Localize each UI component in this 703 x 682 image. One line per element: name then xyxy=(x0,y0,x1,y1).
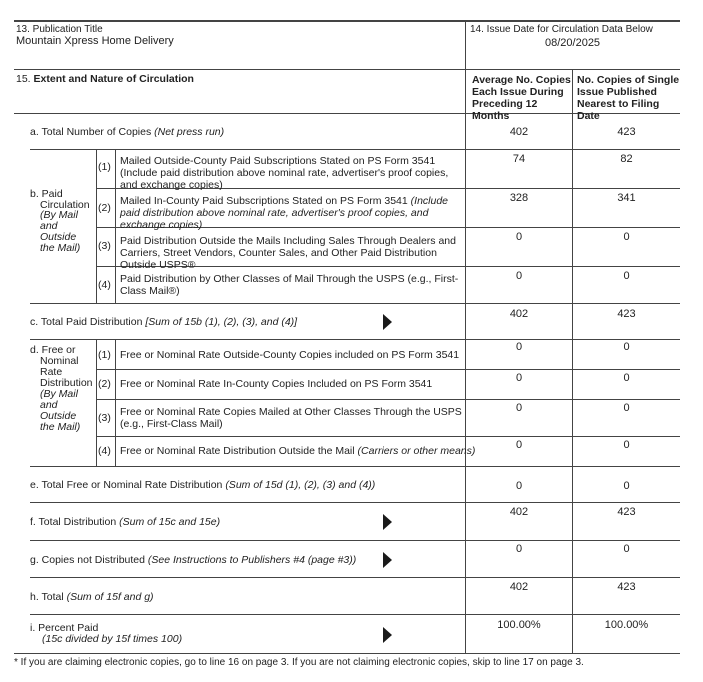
row-b-label2: Circulation xyxy=(40,199,90,211)
row-i-label: i. Percent Paid xyxy=(30,622,99,634)
row-g-note: (See Instructions to Publishers #4 (page #3)) xyxy=(147,554,357,566)
col-rule xyxy=(96,149,97,303)
rule xyxy=(30,540,680,541)
row-b2-text-note: (Include paid distribution above nominal rate, advertiser's proof copies, and exchange copies) xyxy=(120,195,449,231)
row-b-sub: (By Mail and Outside the Mail) xyxy=(40,209,81,254)
top-rule xyxy=(14,20,680,22)
row-b2-single: 341 xyxy=(617,192,636,204)
row-f-note: (Sum of 15c and 15e) xyxy=(119,516,221,528)
row-b1-single: 82 xyxy=(620,153,633,165)
rule xyxy=(30,577,680,578)
pub-title-label: 13. Publication Title xyxy=(16,24,103,35)
row-h-single: 423 xyxy=(617,581,636,593)
row-c-label xyxy=(30,316,297,328)
arrow-icon xyxy=(383,514,392,530)
row-b2-text xyxy=(120,195,465,231)
col-rule xyxy=(115,149,116,303)
rule xyxy=(30,303,680,304)
row-b4-num: (4) xyxy=(98,279,111,291)
row-b2-text-main: Mailed In-County Paid Subscriptions Stated on PS Form 3541 xyxy=(120,195,408,207)
row-d3-num: (3) xyxy=(98,412,111,424)
row-d1-num: (1) xyxy=(98,349,111,361)
rule xyxy=(96,369,680,370)
row-d4-text-note: (Carriers or other means) xyxy=(357,445,476,457)
row-d1-text: Free or Nominal Rate Outside-County Copies included on PS Form 3541 xyxy=(120,349,460,361)
col-rule xyxy=(115,339,116,466)
row-a-text: a. Total Number of Copies xyxy=(30,126,152,138)
row-d-sub: (By Mail and Outside the Mail) xyxy=(40,388,81,433)
row-f-single: 423 xyxy=(617,506,636,518)
row-b3-text: Paid Distribution Outside the Mails Including Sales Through Dealers and Carriers, Street Vendors, Counter Sales, and Other Paid Distribution Outside USPS® xyxy=(120,235,456,271)
pub-title: Mountain Xpress Home Delivery xyxy=(16,35,174,47)
rule xyxy=(30,614,680,615)
row-b1-avg: 74 xyxy=(512,153,526,165)
row-b1-num: (1) xyxy=(98,161,111,173)
row-a-single: 423 xyxy=(617,126,636,138)
row-b4-text: Paid Distribution by Other Classes of Mail Through the USPS (e.g., First-Class Mail®) xyxy=(120,273,459,297)
row-e-avg: 0 xyxy=(515,480,523,492)
rule xyxy=(14,653,680,654)
row-b3-single: 0 xyxy=(623,231,630,243)
row-g-text: g. Copies not Distributed xyxy=(30,554,145,566)
row-d2-num: (2) xyxy=(98,378,111,390)
row-a-note: (Net press run) xyxy=(154,126,225,138)
col-rule xyxy=(465,20,466,653)
row-h-text: h. Total xyxy=(30,591,64,603)
rule xyxy=(30,466,680,467)
row-d4-avg: 0 xyxy=(515,439,523,451)
arrow-icon xyxy=(383,552,392,568)
row-b3-num: (3) xyxy=(98,240,111,252)
row-b4-single: 0 xyxy=(623,270,630,282)
row-d-label: d. Free or Nominal Rate Distribution xyxy=(30,344,93,389)
rule xyxy=(14,69,680,70)
row-d4-single: 0 xyxy=(623,439,630,451)
row-h-label xyxy=(30,591,154,603)
row-f-avg: 402 xyxy=(509,506,529,518)
row-b2-num: (2) xyxy=(98,202,111,214)
row-a-avg: 402 xyxy=(509,126,529,138)
row-f-text: f. Total Distribution xyxy=(30,516,117,528)
row-e-single: 0 xyxy=(623,480,630,492)
row-a-label xyxy=(30,126,224,138)
rule xyxy=(30,502,680,503)
col-rule xyxy=(96,339,97,466)
row-d3-avg: 0 xyxy=(515,402,523,414)
row-e-text: e. Total Free or Nominal Rate Distribution xyxy=(30,479,223,491)
row-i-avg: 100.00% xyxy=(497,619,541,631)
row-b3-avg: 0 xyxy=(515,231,523,243)
section15-title-text: Extent and Nature of Circulation xyxy=(33,73,194,85)
row-d1-single: 0 xyxy=(623,341,630,353)
row-c-avg: 402 xyxy=(509,308,529,320)
row-d2-text: Free or Nominal Rate In-County Copies Included on PS Form 3541 xyxy=(120,378,433,390)
rule xyxy=(30,149,680,150)
rule xyxy=(96,399,680,400)
arrow-icon xyxy=(383,627,392,643)
issue-date-label: 14. Issue Date for Circulation Data Below xyxy=(470,24,653,35)
row-c-text: c. Total Paid Distribution xyxy=(30,316,143,328)
issue-date: 08/20/2025 xyxy=(545,37,601,49)
arrow-icon xyxy=(383,314,392,330)
row-e-label xyxy=(30,479,375,491)
row-f-label xyxy=(30,516,220,528)
row-h-avg: 402 xyxy=(509,581,529,593)
col-header-avg: Average No. Copies Each Issue During Preceding 12 Months xyxy=(472,74,571,122)
row-c-single: 423 xyxy=(617,308,636,320)
row-c-note: [Sum of 15b (1), (2), (3), and (4)] xyxy=(145,316,298,328)
row-d2-single: 0 xyxy=(623,372,630,384)
row-d4-text-main: Free or Nominal Rate Distribution Outside the Mail xyxy=(120,445,355,457)
section15-number: 15. xyxy=(16,73,31,85)
row-h-note: (Sum of 15f and g) xyxy=(66,591,154,603)
row-i-single: 100.00% xyxy=(604,619,649,631)
row-b1-text: Mailed Outside-County Paid Subscriptions Stated on PS Form 3541 (Include paid distribution above nominal rate, advertiser's proof copies, and exchange copies) xyxy=(120,155,449,191)
section15-title xyxy=(16,73,194,85)
col-header-single: No. Copies of Single Issue Published Nearest to Filing Date xyxy=(577,74,680,122)
row-g-single: 0 xyxy=(623,543,630,555)
row-g-label xyxy=(30,554,356,566)
row-b-label: b. Paid xyxy=(30,188,63,200)
footnote: * If you are claiming electronic copies, go to line 16 on page 3. If you are not claiming electronic copies, skip to line 17 on page 3. xyxy=(14,657,584,668)
row-d2-avg: 0 xyxy=(515,372,523,384)
row-i-note: (15c divided by 15f times 100) xyxy=(42,633,183,645)
row-e-note: (Sum of 15d (1), (2), (3) and (4)) xyxy=(225,479,376,491)
row-d4-num: (4) xyxy=(98,445,111,457)
row-d1-avg: 0 xyxy=(515,341,523,353)
rule xyxy=(96,436,680,437)
row-d3-single: 0 xyxy=(623,402,630,414)
row-d3-text: Free or Nominal Rate Copies Mailed at Other Classes Through the USPS (e.g., First-Class Mail) xyxy=(120,406,462,430)
row-b4-avg: 0 xyxy=(515,270,523,282)
row-d4-text xyxy=(120,445,475,457)
rule xyxy=(30,339,680,340)
row-b2-avg: 328 xyxy=(509,192,529,204)
row-g-avg: 0 xyxy=(515,543,523,555)
